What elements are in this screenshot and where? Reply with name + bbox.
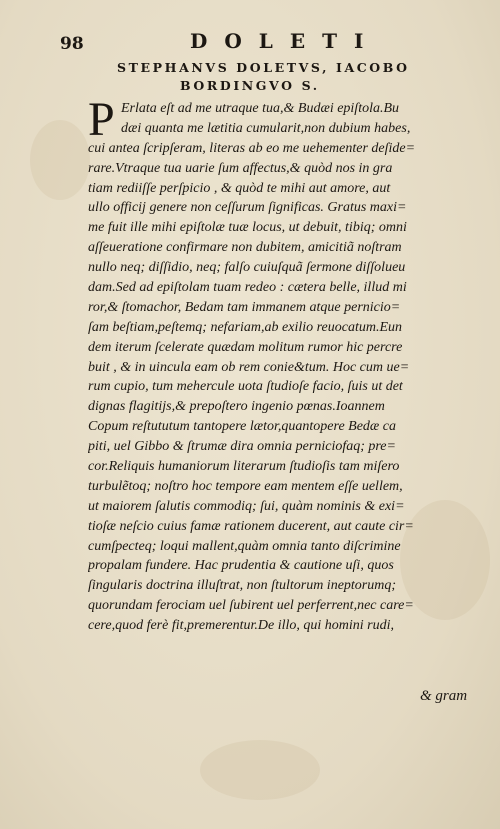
letter-body	[88, 99, 474, 636]
text-line: dem iterum ſcelerate quædam molitum rumor hic percre	[88, 339, 403, 355]
text-line: ullo officij genere non ceſſurum ſignificas. Gratus maxi=	[88, 200, 407, 216]
text-line: ſingularis doctrina illuſtrat, non ſtultorum ineptorumq;	[88, 578, 397, 594]
text-line: turbulẽtoq; noſtro hoc tempore eam mentem eſſe uellem,	[88, 478, 403, 494]
text-line: nullo neq; diſſidio, neq; falſo cuiuſquã ſermone diſſolueu	[88, 260, 406, 276]
page-number: 98	[60, 34, 84, 54]
text-line: propalam fundere. Hac prudentia & cautione uſi, quos	[88, 558, 394, 574]
text-line: ror,& ſtomachor, Bedam tam immanem atque pernicio=	[88, 299, 401, 315]
catchword: & gram	[420, 688, 468, 704]
salutation-line-2: BORDINGVO S.	[180, 78, 320, 93]
paper-stain	[30, 120, 90, 200]
text-line: Copum reſtututum tantopere lætor,quantopere Bedæ ca	[88, 419, 396, 435]
text-line: buit , & in uincula eam ob rem conie&tum. Hoc cum ue=	[88, 359, 410, 375]
text-line: Erlata eſt ad me utraque tua,& Budæi epiſtola.Bu	[121, 101, 400, 116]
text-line: aſſeueratione confirmare non dubitem, amicitiã noſtram	[88, 240, 402, 256]
text-line: cui antea ſcripſeram, literas ab eo me uehementer deſide=	[88, 140, 416, 156]
text-line: dam.Sed ad epiſtolam tuam redeo : cætera belle, illud mi	[88, 280, 407, 296]
text-line: rum cupio, tum mehercule uota ſtudioſe facio, ſuis ut det	[88, 379, 403, 395]
running-head: DOLETI	[190, 29, 381, 53]
text-line: cor.Reliquis humaniorum literarum ſtudioſis tam miſero	[88, 459, 400, 475]
salutation-line-1: STEPHANVS DOLETVS, IACOBO	[117, 60, 410, 75]
text-line: dignas flagitijs,& prepoſtero ingenio pœnas.Ioannem	[88, 399, 385, 415]
text-line: cere,quod ferè fit,premerentur.De illo, qui homini rudi,	[88, 618, 395, 634]
text-line: rare.Vtraque tua uarie ſum affectus,& quòd nos in gra	[88, 160, 393, 176]
text-line: me fuit ille mihi epiſtolæ tuæ locus, ut debuit, tibiq; omni	[88, 220, 407, 236]
text-line: tiam rediiſſe perſpicio , & quòd te mihi aut amore, aut	[88, 180, 391, 196]
text-line: piti, uel Gibbo & ſtrumæ dira omnia perniciofaq; pre=	[88, 439, 396, 455]
text-line: tioſæ neſcio cuius famæ rationem ducerent, aut caute cir=	[88, 518, 414, 534]
text-line: ſam beſtiam,peſtemq; nefariam,ab exilio reuocatum.Eun	[88, 319, 403, 335]
text-line: ut maiorem ſalutis commodiq; ſui, quàm nominis & exi=	[88, 498, 405, 514]
text-line: quorundam ferociam uel ſubirent uel perferrent,nec care=	[88, 598, 414, 614]
text-line: cumſpecteq; loqui mallent,quàm omnia tanto diſcrimine	[88, 538, 401, 554]
drop-cap: P	[88, 93, 115, 146]
paper-stain	[200, 740, 320, 800]
text-line: dæi quanta me lætitia cumularit,non dubium habes,	[121, 120, 411, 136]
